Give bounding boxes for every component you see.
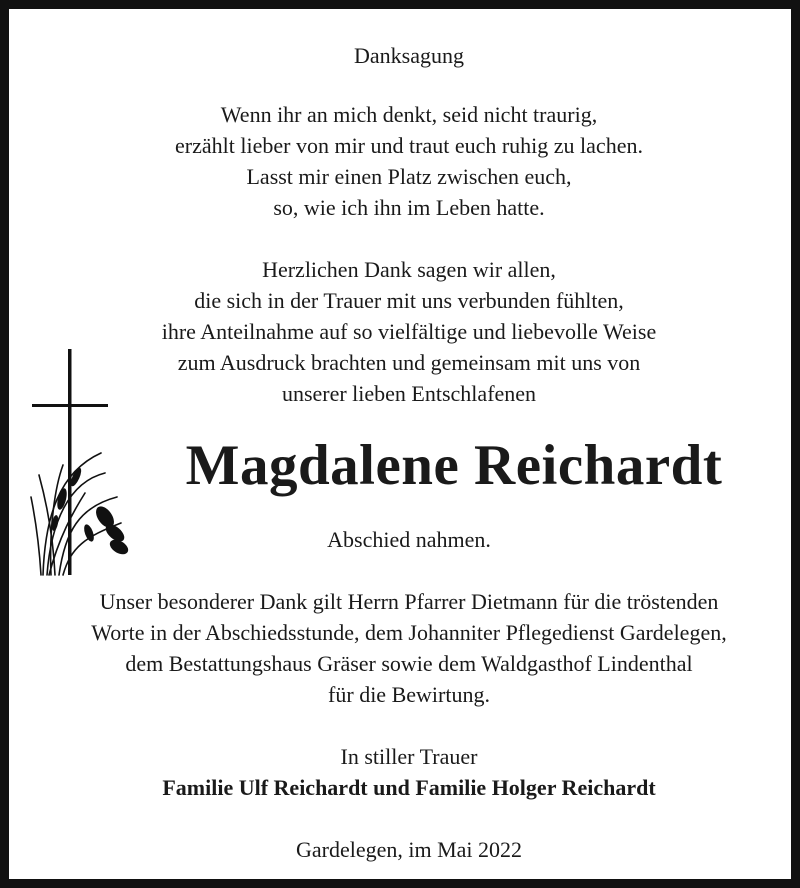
deceased-name: Magdalene Reichardt — [185, 434, 723, 497]
place-date: Gardelegen, im Mai 2022 — [295, 837, 523, 862]
thanks-line: die sich in der Trauer mit uns verbunden fühlten, — [194, 288, 624, 313]
family-names: Familie Ulf Reichardt und Familie Holger Reichardt — [162, 775, 656, 800]
thanks-line: Herzlichen Dank sagen wir allen, — [262, 257, 556, 282]
heading: Danksagung — [354, 43, 464, 68]
special-thanks-line: Worte in der Abschiedsstunde, dem Johanniter Pflegedienst Gardelegen, — [91, 620, 727, 645]
special-thanks-line: für die Bewirtung. — [328, 682, 490, 707]
thanks-line: unserer lieben Entschlafenen — [281, 381, 537, 406]
poem-line: Lasst mir einen Platz zwischen euch, — [246, 164, 572, 189]
special-thanks-line: Unser besonderer Dank gilt Herrn Pfarrer Dietmann für die tröstenden — [99, 589, 719, 614]
mourning-intro: In stiller Trauer — [340, 744, 478, 769]
poem-line: Wenn ihr an mich denkt, seid nicht traurig, — [220, 102, 598, 127]
farewell-text: Abschied nahmen. — [327, 527, 491, 552]
poem-line: so, wie ich ihn im Leben hatte. — [273, 195, 545, 220]
thanks-line: zum Ausdruck brachten und gemeinsam mit uns von — [177, 350, 641, 375]
special-thanks-line: dem Bestattungshaus Gräser sowie dem Waldgasthof Lindenthal — [125, 651, 693, 676]
poem-line: erzählt lieber von mir und traut euch ruhig zu lachen. — [175, 133, 643, 158]
thanks-line: ihre Anteilnahme auf so vielfältige und liebevolle Weise — [161, 319, 657, 344]
